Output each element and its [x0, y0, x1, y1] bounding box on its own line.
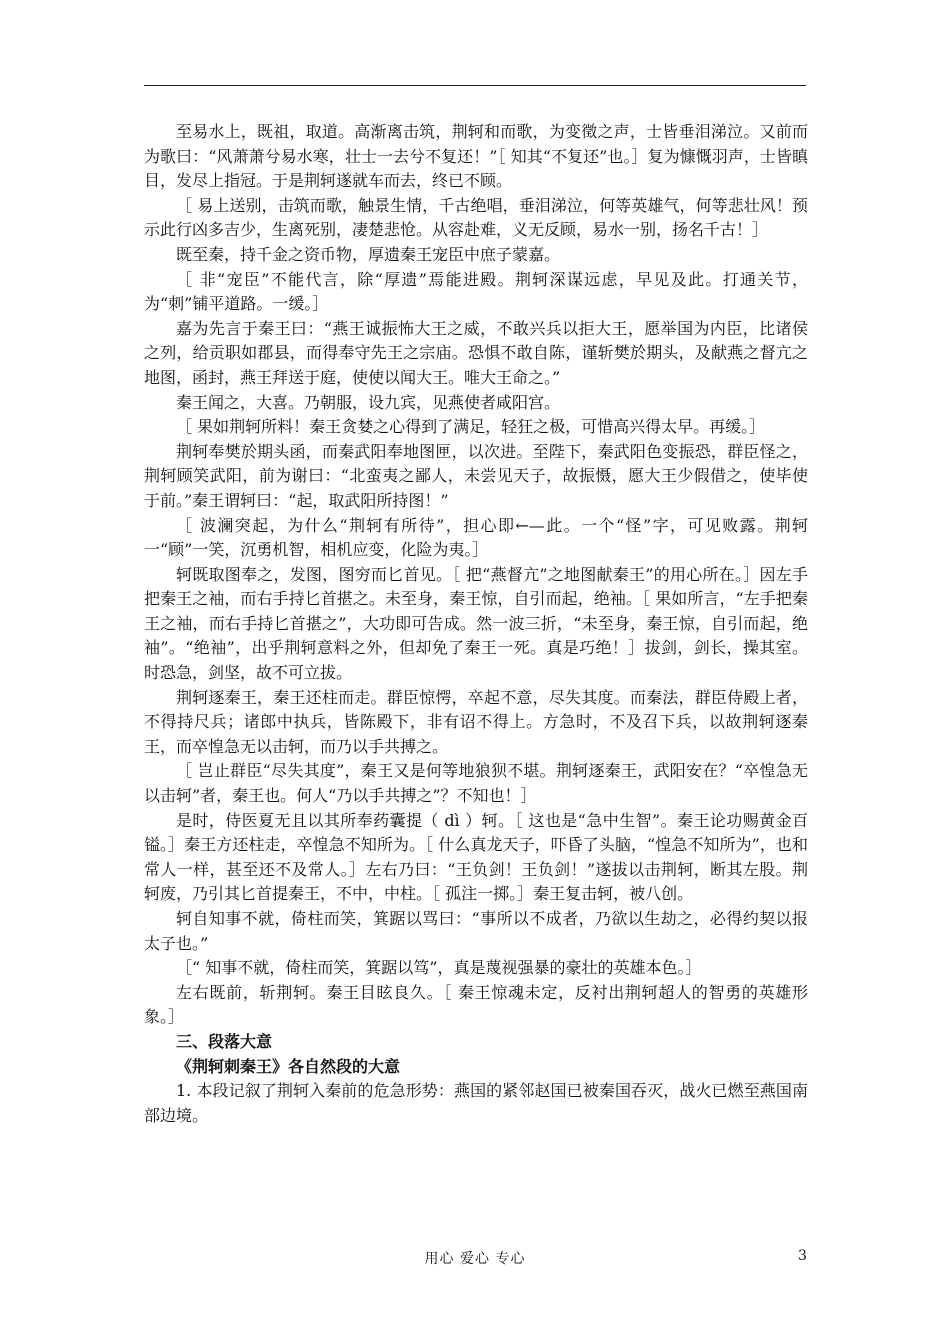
paragraph-5: 荆轲奉樊於期头函，而秦武阳奉地图匣，以次进。至陛下，秦武阳色变振恐，群臣怪之，荆轲顾笑武阳，前为谢曰：“北蛮夷之鄙人，未尝见天子，故振慑，愿大王少假借之，使毕使于前。”秦王谓轲曰：“起，取武阳所持图！” — [144, 441, 808, 510]
commentary-5: ［ 岂止群臣“尽失其度”，秦王又是何等地狼狈不堪。荆轲逐秦王，武阳安在？“卒惶急无以击轲”者，秦王也。何人“乃以手共搏之”？不知也！］ — [144, 761, 808, 806]
commentary-3: ［ 果如荆轲所料！秦王贪婪之心得到了满足，轻狂之极，可惜高兴得太早。再缓。］ — [176, 417, 766, 437]
footer-motto: 用心 爱心 专心 — [424, 1251, 526, 1267]
section-title: 《荆轲刺秦王》各自然段的大意 — [176, 1056, 401, 1076]
paragraph-8: 是时，侍医夏无且以其所奉药囊提（ dì ）轲。［ 这也是“急中生智”。秦王论功赐黄金百镒。］秦王方还柱走，卒惶急不知所为。［ 什么真龙天子，吓昏了头脑，“惶急不知所为”，也和常人一样，甚至还不及常人。］左右乃曰：“王负剑！王负剑！”遂拔以击荆轲，断其左股。荆轲废，乃引其匕首提秦王，不中，中柱。［ 孤注一掷。］秦王复击轲，被八创。 — [144, 810, 808, 904]
paragraph-10: 左右既前，斩荆轲。秦王目眩良久。［ 秦王惊魂未定，反衬出荆轲超人的智勇的英雄形象。］ — [144, 982, 808, 1027]
commentary-6: ［“ 知事不就，倚柱而笑，箕踞以笃”，真是蔑视强暴的豪壮的英雄本色。］ — [176, 958, 702, 978]
header-rule — [144, 85, 806, 86]
paragraph-4: 秦王闻之，大喜。乃朝服，设九宾，见燕使者咸阳宫。 — [176, 392, 561, 412]
commentary-4: ［ 波澜突起，为什么“荆轲有所待”，担心即←—此。一个“怪”字，可见败露。荆轲一“顾”一笑，沉勇机智，相机应变，化险为夷。］ — [144, 515, 808, 560]
paragraph-7: 荆轲逐秦王，秦王还柱而走。群臣惊愕，卒起不意，尽失其度。而秦法，群臣侍殿上者，不得持尺兵；诸郎中执兵，皆陈殿下，非有诏不得上。方急时，不及召下兵，以故荆轲逐秦王，而卒惶急无以击轲，而乃以手共搏之。 — [144, 687, 808, 756]
paragraph-3: 嘉为先言于秦王曰：“燕王诚振怖大王之威，不敢兴兵以拒大王，愿举国为内臣，比诸侯之列，给贡职如郡县，而得奉守先王之宗庙。恐惧不敢自陈，谨斩樊於期头，及献燕之督亢之地图，函封，燕王拜送于庭，使使以闻大王。唯大王命之。” — [144, 318, 808, 387]
paragraph-9: 轲自知事不就，倚柱而笑，箕踞以骂曰：“事所以不成者，乃欲以生劫之，必得约契以报太子也。” — [144, 909, 808, 953]
paragraph-1: 至易水上，既祖，取道。高渐离击筑，荆轲和而歌，为变徵之声，士皆垂泪涕泣。又前而为歌曰：“风萧萧兮易水寒，壮士一去兮不复还！”［ 知其“不复还”也。］复为慷慨羽声，士皆瞋目，发尽上指冠。于是荆轲遂就车而去，终已不顾。 — [144, 122, 808, 191]
page-number: 3 — [798, 1248, 807, 1264]
summary-paragraph: 1. 本段记叙了荆轲入秦前的危急形势：燕国的紧邻赵国已被秦国吞灭，战火已燃至燕国南部边境。 — [144, 1081, 808, 1125]
commentary-1: ［ 易上送别，击筑而歌，触景生情，千古绝唱，垂泪涕泣，何等英雄气，何等悲壮风！预示此行凶多吉少，生离死别，凄楚悲怆。从容赴难，义无反顾，易水一别，扬名千古！］ — [144, 195, 808, 240]
commentary-2: ［ 非“宠臣”不能代言，除“厚遗”焉能进殿。荆轲深谋远虑，早见及此。打通关节，为“刺”铺平道路。一缓。］ — [144, 269, 808, 314]
paragraph-6: 轲既取图奉之，发图，图穷而匕首见。［ 把“燕督亢”之地图献秦王”的用心所在。］因左手把秦王之袖，而右手持匕首揕之。未至身，秦王惊，自引而起，绝袖。［ 果如所言，“左手把秦王之袖，而右手持匕首揕之”，大功即可告成。然一波三折，“未至身，秦王惊，自引而起，绝袖”。“绝袖”，出乎荆轲意料之外，但却免了秦王一死。真是巧绝！］拔剑，剑长，操其室。时恐急，剑坚，故不可立拔。 — [144, 564, 808, 683]
paragraph-2: 既至秦，持千金之资币物，厚遗秦王宠臣中庶子蒙嘉。 — [176, 244, 561, 264]
section-heading: 三、段落大意 — [176, 1031, 273, 1051]
document-body — [144, 120, 808, 1128]
